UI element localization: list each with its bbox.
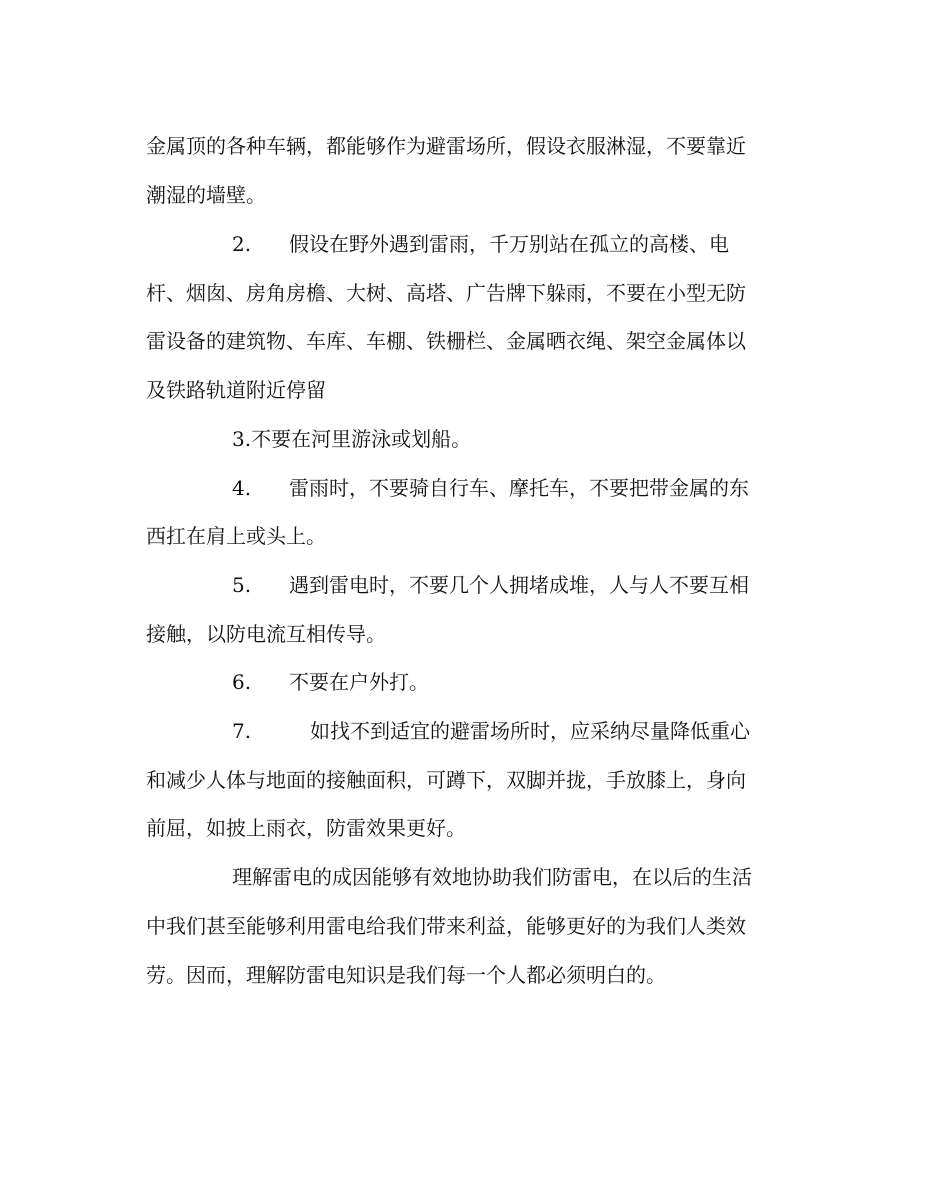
list-item-text: 不要在户外打。	[289, 670, 429, 694]
list-item-text: 如找不到适宜的避雷场所时，应采纳尽量降低重心	[310, 719, 750, 743]
paragraph-line: 杆、烟囱、房角房檐、大树、高塔、广告牌下躲雨，不要在小型无防	[146, 281, 746, 305]
list-item-text: 假设在野外遇到雷雨，千万别站在孤立的高楼、电	[289, 232, 729, 256]
paragraph-line: 前屈，如披上雨衣，防雷效果更好。	[146, 816, 466, 840]
list-item-number: 6.	[232, 670, 252, 694]
paragraph-line: 西扛在肩上或头上。	[146, 524, 326, 548]
list-item-text: 雷雨时，不要骑自行车、摩托车，不要把带金属的东	[289, 476, 749, 500]
paragraph-line: 和减少人体与地面的接触面积，可蹲下，双脚并拢，手放膝上，身向	[146, 768, 746, 792]
paragraph-line: 理解雷电的成因能够有效地协助我们防雷电，在以后的生活	[232, 865, 752, 889]
paragraph-line: 金属顶的各种车辆，都能够作为避雷场所，假设衣服淋湿，不要靠近	[146, 134, 746, 158]
paragraph-line: 雷设备的建筑物、车库、车棚、铁栅栏、金属晒衣绳、架空金属体以	[146, 329, 746, 353]
paragraph-line: 接触，以防电流互相传导。	[146, 622, 386, 646]
list-item-number: 4.	[232, 476, 252, 500]
paragraph-line: 及铁路轨道附近停留	[146, 378, 326, 402]
paragraph-line: 劳。因而，理解防雷电知识是我们每一个人都必须明白的。	[146, 963, 666, 987]
list-item-number: 7.	[232, 719, 252, 743]
paragraph-line: 中我们甚至能够利用雷电给我们带来利益，能够更好的为我们人类效	[146, 914, 746, 938]
list-item-number: 2.	[232, 232, 252, 256]
list-item-text: 3.不要在河里游泳或划船。	[232, 427, 472, 451]
list-item-number: 5.	[232, 573, 252, 597]
list-item-text: 遇到雷电时，不要几个人拥堵成堆，人与人不要互相	[289, 573, 749, 597]
paragraph-line: 潮湿的墙壁。	[146, 183, 266, 207]
